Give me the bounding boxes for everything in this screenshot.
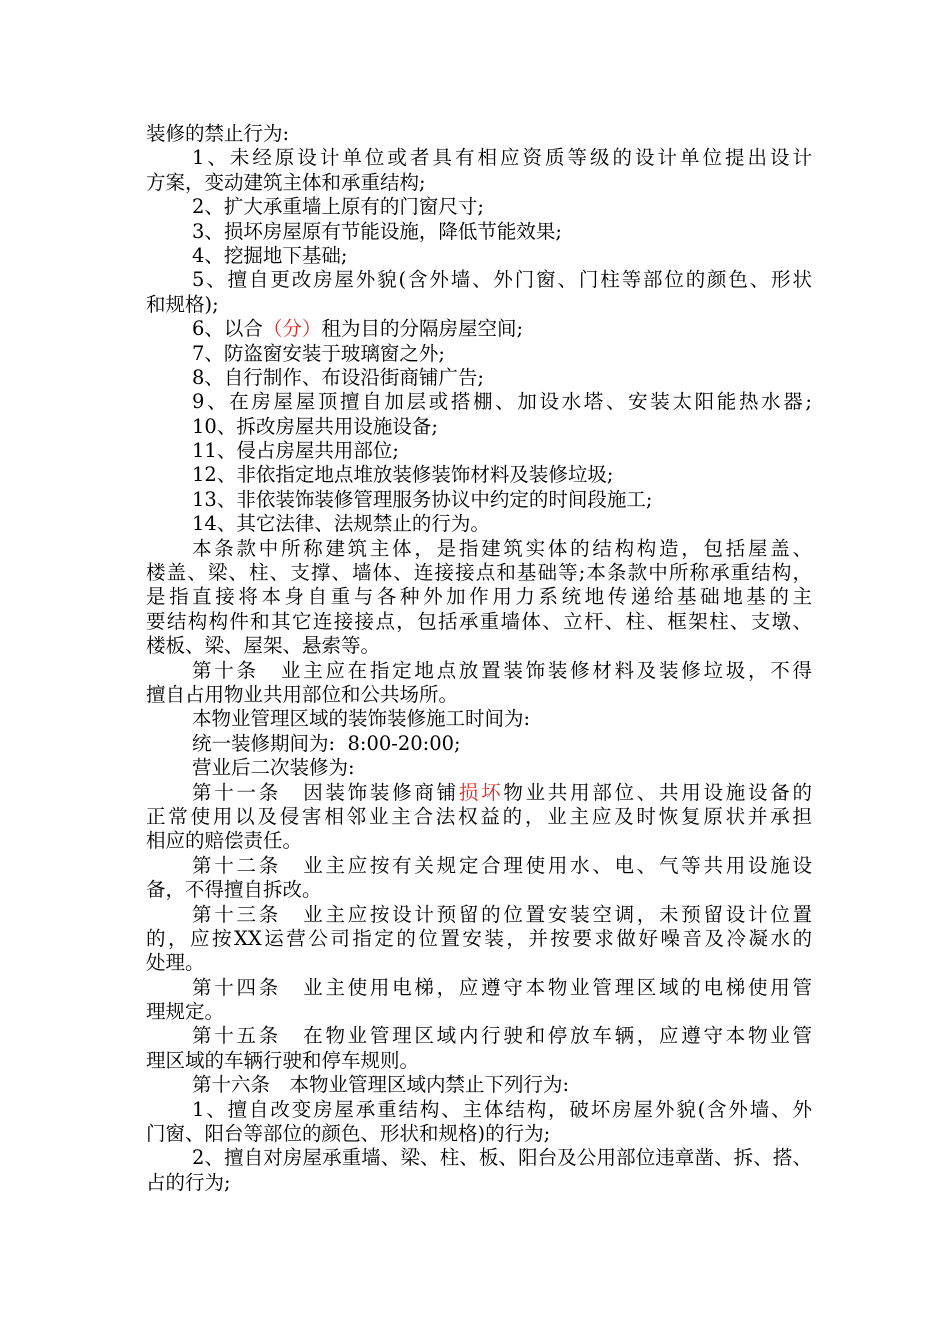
section-heading: 装修的禁止行为:: [146, 122, 290, 145]
text-line: 第十条 业主应在指定地点放置装饰装修材料及装修垃圾，不得: [192, 658, 812, 682]
text-line: 占的行为;: [146, 1170, 231, 1194]
text-line: 11、侵占房屋共用部位;: [192, 439, 399, 463]
text-line: 5、擅自更改房屋外貌(含外墙、外门窗、门柱等部位的颜色、形状: [192, 268, 812, 292]
document-body: [146, 122, 812, 1195]
text-segment: 6、以合: [192, 317, 263, 341]
text-segment: 物业共用部位、共用设施设备的: [503, 780, 812, 804]
text-line: 本物业管理区域的装饰装修施工时间为:: [192, 707, 531, 731]
text-line: 正常使用以及侵害相邻业主合法权益的，业主应及时恢复原状并承担: [146, 804, 812, 828]
text-line: 10、拆改房屋共用设施设备;: [192, 414, 438, 438]
text-line: 和规格);: [146, 292, 219, 316]
text-line: 第十六条 本物业管理区域内禁止下列行为:: [192, 1073, 570, 1097]
text-line: 第十三条 业主应按设计预留的位置安装空调，未预留设计位置: [192, 902, 812, 926]
text-line: 1、擅自改变房屋承重结构、主体结构，破坏房屋外貌(含外墙、外: [192, 1097, 812, 1121]
text-line: 是指直接将本身自重与各种外加作用力系统地传递给基础地基的主: [146, 585, 812, 609]
text-segment: 租为目的分隔房屋空间;: [321, 317, 524, 341]
text-line: 8、自行制作、布设沿街商铺广告;: [192, 365, 484, 389]
text-line: 理规定。: [146, 1000, 225, 1024]
text-line: [146, 781, 812, 805]
text-line: 2、扩大承重墙上原有的门窗尺寸;: [192, 195, 484, 219]
text-line: 擅自占用物业共用部位和公共场所。: [146, 682, 459, 706]
text-segment: 第十一条 因装饰装修商铺: [192, 780, 459, 804]
text-line: 营业后二次装修为:: [192, 756, 355, 780]
text-line: 方案，变动建筑主体和承重结构;: [146, 170, 426, 194]
text-line: 13、非依装饰装修管理服务协议中约定的时间段施工;: [192, 487, 653, 511]
text-line: 第十五条 在物业管理区域内行驶和停放车辆，应遵守本物业管: [192, 1024, 812, 1048]
text-line: 的，应按XX运营公司指定的位置安装，并按要求做好噪音及冷凝水的: [146, 926, 812, 950]
text-line: 理区域的车辆行驶和停车规则。: [146, 1048, 420, 1072]
text-line: [146, 317, 812, 341]
text-line: 门窗、阳台等部位的颜色、形状和规格)的行为;: [146, 1122, 551, 1146]
text-line: 14、其它法律、法规禁止的行为。: [192, 512, 490, 536]
text-line: 2、擅自对房屋承重墙、梁、柱、板、阳台及公用部位违章凿、拆、搭、: [192, 1146, 812, 1170]
text-line: 本条款中所称建筑主体，是指建筑实体的结构构造，包括屋盖、: [192, 536, 812, 560]
text-line: 3、损坏房屋原有节能设施，降低节能效果;: [192, 219, 562, 243]
text-line: 相应的赔偿责任。: [146, 829, 303, 853]
text-line: 9、在房屋屋顶擅自加层或搭棚、加设水塔、安装太阳能热水器;: [192, 390, 812, 414]
text-line: 统一装修期间为: 8:00-20:00;: [192, 731, 461, 755]
highlighted-text: （分）: [262, 317, 322, 341]
text-line: 4、挖掘地下基础;: [192, 243, 348, 267]
text-line: 楼盖、梁、柱、支撑、墙体、连接接点和基础等;本条款中所称承重结构，: [146, 561, 812, 585]
text-line: 备，不得擅自拆改。: [146, 878, 322, 902]
text-line: 12、非依指定地点堆放装修装饰材料及装修垃圾;: [192, 463, 614, 487]
highlighted-text: 损坏: [458, 780, 504, 804]
text-line: 1、未经原设计单位或者具有相应资质等级的设计单位提出设计: [192, 146, 812, 170]
text-line: 第十二条 业主应按有关规定合理使用水、电、气等共用设施设: [192, 853, 812, 877]
text-line: 要结构构件和其它连接接点，包括承重墙体、立杆、柱、框架柱、支墩、: [146, 609, 812, 633]
text-line: 第十四条 业主使用电梯，应遵守本物业管理区域的电梯使用管: [192, 975, 812, 999]
text-line: 楼板、梁、屋架、悬索等。: [146, 634, 381, 658]
text-line: 7、防盗窗安装于玻璃窗之外;: [192, 341, 445, 365]
text-line: 处理。: [146, 951, 205, 975]
